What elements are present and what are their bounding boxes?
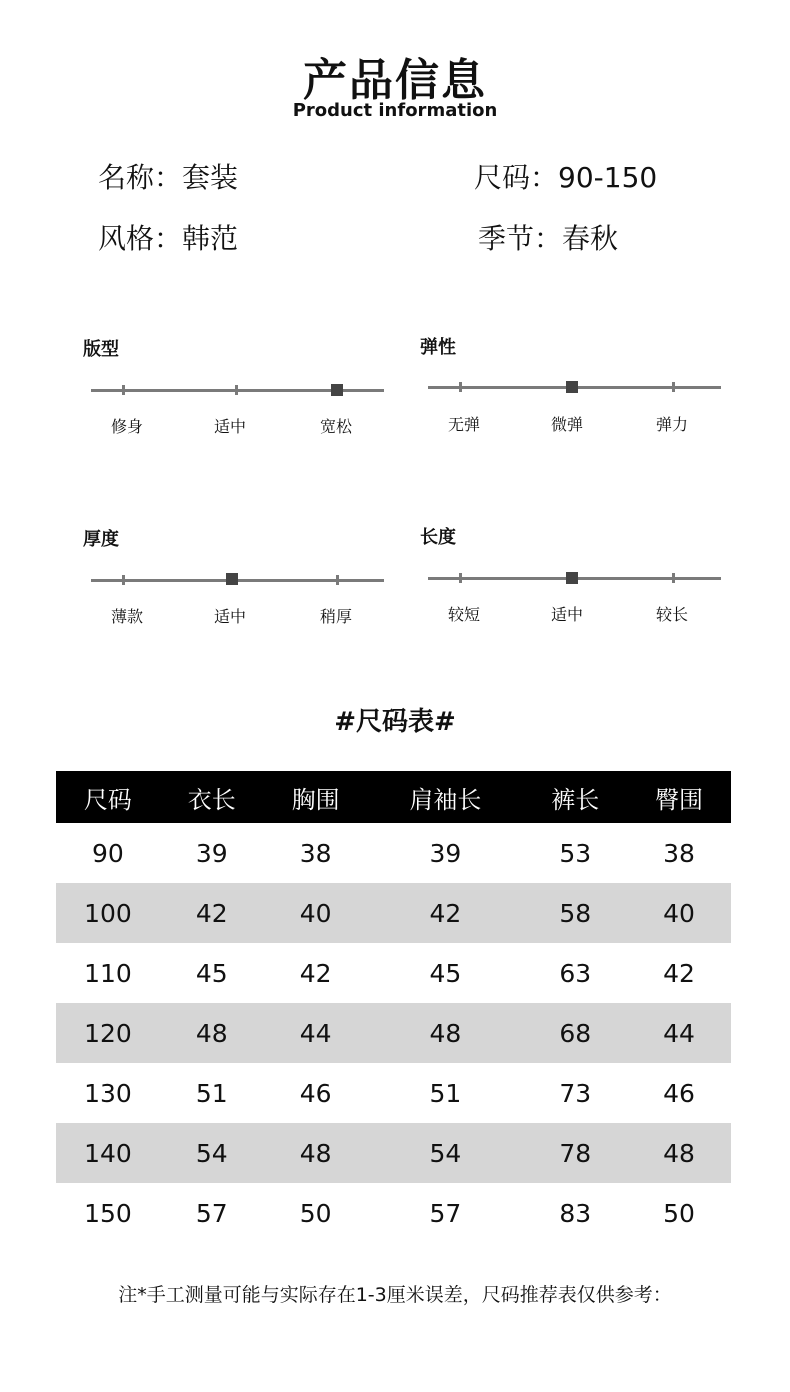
info-size-value: 90-150	[558, 161, 658, 194]
info-season	[478, 217, 618, 257]
table-cell: 58	[523, 883, 627, 943]
table-cell: 54	[368, 1123, 524, 1183]
table-cell: 48	[264, 1123, 368, 1183]
page-subtitle: Product information	[292, 100, 498, 121]
table-header-cell: 胸围	[264, 771, 368, 823]
scale-marker	[331, 384, 343, 396]
table-cell: 100	[56, 883, 160, 943]
scale-tick	[336, 575, 339, 585]
table-cell: 57	[429, 1198, 462, 1228]
scale-option: 宽松	[319, 417, 352, 436]
scale-tick	[122, 385, 125, 395]
table-cell: 140	[56, 1123, 160, 1183]
table-cell: 63	[559, 958, 592, 988]
scale-marker	[226, 573, 238, 585]
table-header-cell: 衣长	[160, 771, 264, 823]
table-cell: 42	[663, 958, 695, 988]
table-header-cell: 尺码	[56, 771, 160, 823]
table-cell: 57	[195, 1198, 228, 1228]
info-season-label: 季节：	[478, 222, 563, 255]
table-cell: 39	[429, 838, 462, 868]
table-cell: 130	[84, 1078, 132, 1108]
scale-tick	[459, 382, 462, 392]
table-cell: 45	[195, 958, 228, 988]
table-cell: 54	[160, 1123, 264, 1183]
scale-option: 适中	[550, 605, 583, 624]
scale-tick	[122, 575, 125, 585]
table-cell: 45	[429, 958, 462, 988]
scale-option: 适中	[213, 607, 246, 626]
scale-option: 薄款	[110, 607, 143, 626]
table-cell: 46	[663, 1078, 695, 1108]
table-cell: 48	[368, 1003, 524, 1063]
table-cell: 53	[559, 838, 592, 868]
table-row	[56, 1003, 731, 1063]
table-cell: 42	[299, 958, 332, 988]
table-cell: 83	[559, 1198, 592, 1228]
scale-tick	[672, 382, 675, 392]
table-cell: 51	[429, 1078, 462, 1108]
table-cell: 90	[92, 838, 124, 868]
scale-tick	[459, 573, 462, 583]
info-season-value: 春秋	[562, 222, 619, 255]
table-row	[56, 1063, 731, 1123]
scale-option: 适中	[213, 417, 246, 436]
table-cell: 150	[84, 1198, 132, 1228]
table-header-cell: 裤长	[523, 771, 627, 823]
scale-label: 厚度	[83, 529, 119, 550]
info-style-label: 风格：	[98, 222, 183, 255]
scale-option: 较短	[447, 605, 480, 624]
scale-marker	[566, 381, 578, 393]
table-header-cell: 臀围	[627, 771, 731, 823]
table-cell: 51	[195, 1078, 228, 1108]
scale-option: 弹力	[655, 415, 688, 434]
scale-option: 微弹	[550, 415, 583, 434]
table-cell: 50	[299, 1198, 332, 1228]
table-cell: 39	[195, 838, 228, 868]
table-row	[56, 1183, 731, 1243]
table-cell: 40	[264, 883, 368, 943]
table-cell: 42	[160, 883, 264, 943]
info-name	[98, 156, 238, 196]
scale-label: 版型	[83, 339, 119, 360]
scale-marker	[566, 572, 578, 584]
table-row	[56, 823, 731, 883]
table-cell: 38	[663, 838, 695, 868]
measurement-note: 注*手工测量可能与实际存在1-3厘米误差，尺码推荐表仅供参考：	[118, 1284, 672, 1306]
info-style-value: 韩范	[182, 222, 239, 255]
scale-label: 弹性	[420, 337, 456, 358]
table-cell: 40	[627, 883, 731, 943]
scale-tick	[672, 573, 675, 583]
info-size	[474, 156, 657, 196]
table-cell: 48	[627, 1123, 731, 1183]
table-cell: 73	[559, 1078, 592, 1108]
table-cell: 48	[160, 1003, 264, 1063]
table-cell: 42	[368, 883, 524, 943]
table-cell: 44	[264, 1003, 368, 1063]
scale-option: 较长	[655, 605, 688, 624]
table-row	[56, 883, 731, 943]
info-style	[98, 217, 238, 257]
table-row	[56, 1123, 731, 1183]
scale-option: 稍厚	[319, 607, 352, 626]
table-header-cell: 肩袖长	[368, 771, 524, 823]
scale-tick	[235, 385, 238, 395]
scale-label: 长度	[420, 527, 456, 548]
scale-option: 修身	[110, 417, 143, 436]
size-table-title: #尺码表#	[334, 707, 456, 737]
table-cell: 110	[84, 958, 132, 988]
table-cell: 50	[663, 1198, 695, 1228]
scale-option: 无弹	[447, 415, 480, 434]
page-title: 产品信息	[303, 55, 487, 106]
table-cell: 44	[627, 1003, 731, 1063]
table-cell: 38	[299, 838, 332, 868]
table-header-row	[56, 771, 731, 823]
table-cell: 78	[523, 1123, 627, 1183]
table-cell: 68	[523, 1003, 627, 1063]
table-cell: 46	[299, 1078, 332, 1108]
size-table	[56, 771, 731, 1243]
info-name-label: 名称：	[98, 161, 183, 194]
table-row	[56, 943, 731, 1003]
info-size-label: 尺码：	[474, 161, 559, 194]
table-cell: 120	[56, 1003, 160, 1063]
info-name-value: 套装	[182, 161, 239, 194]
